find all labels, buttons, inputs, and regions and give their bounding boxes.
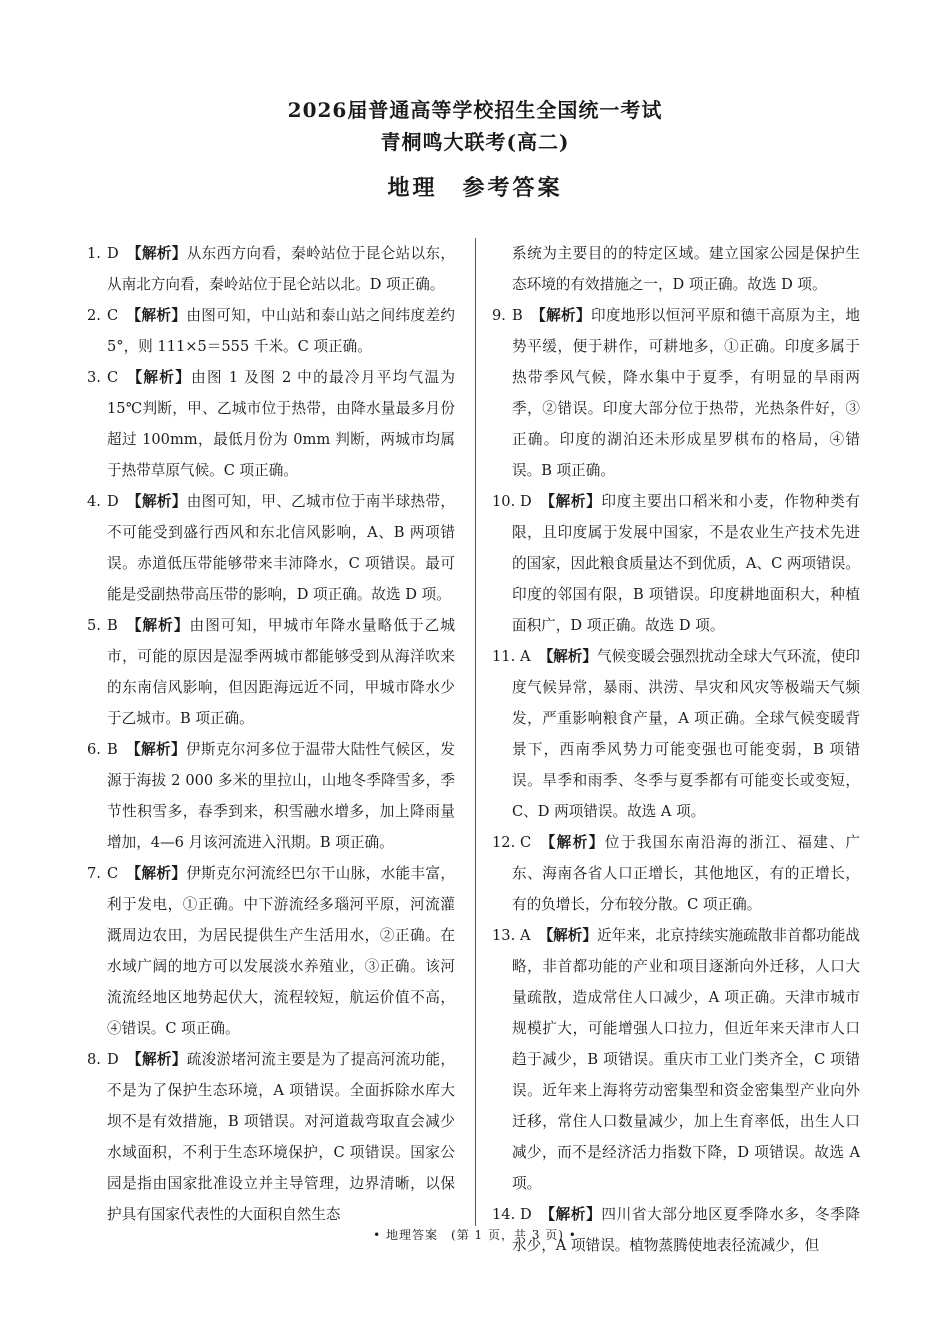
analysis-tag: 【解析】 bbox=[539, 1206, 602, 1223]
analysis-text: 气候变暖会强烈扰动全球大气环流，使印度气候异常，暴雨、洪涝、旱灾和风灾等极端天气频发，严重影响粮食产量，A 项正确。全球气候变暖背景下，西南季风势力可能变强也可能变弱，B 项错误。旱季和雨季、冬季与夏季都有可能变长或变短，C、D 两项错误。故选 A 项。 bbox=[512, 648, 860, 820]
analysis-text: 印度主要出口稻米和小麦，作物种类有限，且印度属于发展中国家，不是农业生产技术先进的国家，因此粮食质量达不到优质，A、C 两项错误。印度的邻国有限，B 项错误。印度耕地面积大，种植面积广，D 项正确。故选 D 项。 bbox=[512, 493, 860, 634]
question-number: 9. bbox=[492, 307, 506, 324]
answer-item bbox=[87, 362, 455, 486]
analysis-tag: 【解析】 bbox=[126, 1051, 187, 1068]
answer-item bbox=[87, 238, 455, 300]
analysis-tag: 【解析】 bbox=[539, 834, 605, 851]
analysis-text: 位于我国东南沿海的浙江、福建、广东、海南各省人口正增长，其他地区，有的正增长，有的负增长，分布较分散。C 项正确。 bbox=[512, 834, 860, 913]
analysis-tag: 【解析】 bbox=[126, 493, 187, 510]
answer-letter: B bbox=[512, 307, 523, 324]
answer-letter: A bbox=[520, 927, 531, 944]
answer-letter: B bbox=[107, 741, 118, 758]
question-number: 14. bbox=[492, 1206, 516, 1223]
analysis-text: 四川省大部分地区夏季降水多，冬季降水少，A 项错误。植物蒸腾使地表径流减少，但 bbox=[512, 1206, 860, 1254]
answer-letter: C bbox=[107, 369, 119, 386]
exam-subtitle: 青桐鸣大联考(高二) bbox=[380, 130, 570, 154]
question-number: 6. bbox=[87, 741, 101, 758]
answer-item bbox=[492, 486, 860, 641]
question-number: 1. bbox=[87, 245, 101, 262]
answer-letter: B bbox=[107, 617, 118, 634]
answer-letter: D bbox=[520, 493, 532, 510]
answer-item bbox=[87, 858, 455, 1044]
analysis-tag: 【解析】 bbox=[538, 927, 598, 944]
analysis-tag: 【解析】 bbox=[530, 307, 591, 324]
question-number: 10. bbox=[492, 493, 516, 510]
analysis-text: 由图可知，甲城市年降水量略低于乙城市，可能的原因是湿季两城市都能够受到从海洋吹来的东南信风影响，但因距海远近不同，甲城市降水少于乙城市。B 项正确。 bbox=[107, 617, 455, 727]
answer-item bbox=[87, 1044, 455, 1230]
analysis-text: 疏浚淤堵河流主要是为了提高河流功能，不是为了保护生态环境，A 项错误。全面拆除水库大坝不是有效措施，B 项错误。对河道裁弯取直会减少水域面积，不利于生态环境保护，C 项错误。国家公园是指由国家批准设立并主导管理，边界清晰，以保护具有国家代表性的大面积自然生态 bbox=[107, 1051, 455, 1223]
analysis-text: 由图 1 及图 2 中的最冷月平均气温为 15℃判断，甲、乙城市位于热带，由降水量最多月份超过 100mm，最低月份为 0mm 判断，两城市均属于热带草原气候。C 项正确。 bbox=[107, 369, 455, 479]
analysis-tag: 【解析】 bbox=[126, 245, 187, 262]
right-column bbox=[492, 238, 860, 1261]
answer-letter: A bbox=[520, 648, 531, 665]
answer-letter: D bbox=[107, 1051, 119, 1068]
answer-letter: C bbox=[107, 307, 119, 324]
page-footer: • 地理答案 (第 1 页，共 3 页) • bbox=[373, 1228, 577, 1242]
analysis-text: 印度地形以恒河平原和德干高原为主，地势平缓，便于耕作，可耕地多，①正确。印度多属于热带季风气候，降水集中于夏季，有明显的旱雨两季，②错误。印度大部分位于热带，光热条件好，③正确。印度的湖泊还未形成星罗棋布的格局，④错误。B 项正确。 bbox=[512, 307, 860, 479]
question-number: 4. bbox=[87, 493, 101, 510]
analysis-tag: 【解析】 bbox=[125, 741, 186, 758]
answer-item bbox=[492, 827, 860, 920]
page-header bbox=[0, 94, 950, 206]
answer-item bbox=[87, 610, 455, 734]
answer-letter: C bbox=[107, 865, 119, 882]
question-number: 2. bbox=[87, 307, 101, 324]
analysis-text: 伊斯克尔河多位于温带大陆性气候区，发源于海拔 2 000 多米的里拉山，山地冬季降雪多，季节性积雪多，春季到来，积雪融水增多，加上降雨量增加，4—6 月该河流进入汛期。B 项正确。 bbox=[107, 741, 455, 851]
analysis-text: 伊斯克尔河流经巴尔干山脉，水能丰富，利于发电，①正确。中下游流经多瑙河平原，河流灌溉周边农田，为居民提供生产生活用水，②正确。在水域广阔的地方可以发展淡水养殖业，③正确。该河流流经地区地势起伏大，流程较短，航运价值不高，④错误。C 项正确。 bbox=[107, 865, 455, 1037]
question-number: 8. bbox=[87, 1051, 101, 1068]
answer-item bbox=[492, 920, 860, 1199]
analysis-text: 由图可知，中山站和泰山站之间纬度差约 5°，则 111×5＝555 千米。C 项正确。 bbox=[107, 307, 455, 355]
question-number: 12. bbox=[492, 834, 516, 851]
analysis-text: 从东西方向看，秦岭站位于昆仑站以东，从南北方向看，秦岭站位于昆仑站以北。D 项正确。 bbox=[107, 245, 455, 293]
question-number: 5. bbox=[87, 617, 101, 634]
answer-item bbox=[87, 486, 455, 610]
analysis-tag: 【解析】 bbox=[126, 307, 187, 324]
question-number: 3. bbox=[87, 369, 101, 386]
answer-item bbox=[87, 300, 455, 362]
question-number: 7. bbox=[87, 865, 101, 882]
column-divider bbox=[475, 238, 476, 1226]
analysis-tag: 【解析】 bbox=[126, 865, 187, 882]
question-number: 11. bbox=[492, 648, 516, 665]
answer-item bbox=[492, 641, 860, 827]
answer-letter: C bbox=[520, 834, 532, 851]
subject-title: 地理 参考答案 bbox=[387, 175, 563, 201]
answer-letter: D bbox=[107, 245, 119, 262]
analysis-tag: 【解析】 bbox=[125, 617, 190, 634]
answer-letter: D bbox=[520, 1206, 532, 1223]
answer-letter: D bbox=[107, 493, 119, 510]
analysis-tag: 【解析】 bbox=[126, 369, 192, 386]
analysis-text: 近年来，北京持续实施疏散非首都功能战略，非首都功能的产业和项目逐渐向外迁移，人口大量疏散，造成常住人口减少，A 项正确。天津市城市规模扩大，可能增强人口拉力，但近年来天津市人口趋于减少，B 项错误。重庆市工业门类齐全，C 项错误。近年来上海将劳动密集型和资金密集型产业向外迁移，常住人口数量减少，加上生育率低，出生人口减少，而不是经济活力指数下降，D 项错误。故选 A 项。 bbox=[512, 927, 860, 1192]
answer-item bbox=[492, 300, 860, 486]
answer-continuation: 系统为主要目的的特定区域。建立国家公园是保护生态环境的有效措施之一，D 项正确。故选 D 项。 bbox=[512, 245, 860, 293]
exam-title: 2026届普通高等学校招生全国统一考试 bbox=[287, 98, 663, 122]
question-number: 13. bbox=[492, 927, 516, 944]
answer-item bbox=[87, 734, 455, 858]
analysis-tag: 【解析】 bbox=[539, 493, 602, 510]
analysis-tag: 【解析】 bbox=[538, 648, 598, 665]
analysis-text: 由图可知，甲、乙城市位于南半球热带，不可能受到盛行西风和东北信风影响，A、B 两项错误。赤道低压带能够带来丰沛降水，C 项错误。最可能是受副热带高压带的影响，D 项正确。故选 D 项。 bbox=[107, 493, 455, 603]
left-column bbox=[87, 238, 455, 1230]
